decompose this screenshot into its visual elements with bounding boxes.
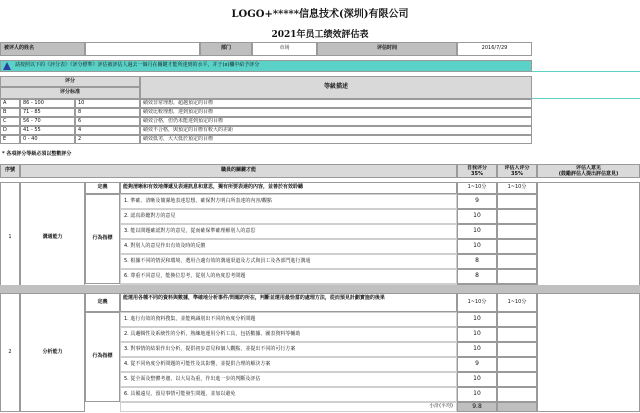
evaluator-score-input[interactable] [497, 209, 537, 224]
section-name: 溝通能力 [20, 182, 85, 294]
ability-header: 職員的關鍵才能 [20, 164, 457, 178]
grade-range: 86 - 100 [20, 99, 75, 108]
indicator-item: 6. 尊重不同意見，能換位思考，從別人的角度思考問題 [120, 269, 457, 284]
grade-range: 0 - 40 [20, 135, 75, 144]
evaluator-score-input[interactable] [497, 372, 537, 387]
dept-value[interactable]: 市场 [252, 42, 317, 56]
self-range: 1~10分 [457, 293, 497, 312]
opinion-header [537, 164, 640, 178]
definition-text: 能運用各種不同的資料與數據，準確地分析事件/問題的所在，判斷並運用最恰當的處理方法，從而預見計劃實施的後果 [120, 293, 457, 312]
section-no: 1 [0, 182, 20, 294]
grade-desc: 績效低劣，大大低於預定的目標 [140, 135, 532, 144]
self-eval-header [457, 164, 497, 178]
evaluator-subtotal [497, 402, 537, 412]
section-no: 2 [0, 293, 20, 412]
name-label: 被评人的姓名 [0, 42, 85, 56]
self-score-input[interactable]: 10 [457, 327, 497, 342]
self-eval-pct: 35% [471, 171, 483, 177]
grade-letter: A [0, 99, 20, 108]
self-score-input[interactable]: 8 [457, 254, 497, 269]
eval-range: 1~10分 [497, 182, 537, 194]
evaluator-score-input[interactable] [497, 269, 537, 284]
self-score-input[interactable]: 10 [457, 387, 497, 402]
indicator-item: 6. 具備遠見，預見事情可能發生問題，並加以避免 [120, 387, 457, 402]
grade-desc: 績效非常理想，超越預定的目標 [140, 99, 532, 108]
form-title: 2021年员工绩效評估表 [271, 30, 369, 40]
self-range: 1~10分 [457, 182, 497, 194]
grade-range: 56 - 70 [20, 117, 75, 126]
self-score-input[interactable]: 10 [457, 209, 497, 224]
evaluator-score-input[interactable] [497, 254, 537, 269]
self-score-input[interactable]: 10 [457, 239, 497, 254]
grade-letter: B [0, 108, 20, 117]
evaluator-score-input[interactable] [497, 357, 537, 372]
evaluator-score-input[interactable] [497, 387, 537, 402]
self-score-input[interactable]: 10 [457, 224, 497, 239]
indicator-item: 3. 對事情的結果作出分析，提供初步意見和個人觀點，並提出不同的可行方案 [120, 342, 457, 357]
grade-letter: C [0, 117, 20, 126]
self-score-input[interactable]: 10 [457, 312, 497, 327]
definition-label: 定義 [85, 293, 120, 312]
indicator-item: 2. 認真聆聽對方的意見 [120, 209, 457, 224]
instruction-bar [0, 60, 532, 72]
grade-range: 71 - 85 [20, 108, 75, 117]
evaluator-score-input[interactable] [497, 312, 537, 327]
self-score-input[interactable]: 9 [457, 357, 497, 372]
indicator-item: 4. 對別人的意見作出有效及時的反饋 [120, 239, 457, 254]
self-score-input[interactable]: 10 [457, 342, 497, 357]
evaluator-score-input[interactable] [497, 224, 537, 239]
opinion-title: 评估人意见 [575, 165, 601, 171]
seq-header: 序號 [0, 164, 20, 178]
grade-desc: 績效不合格，與預定的目標有較大的差距 [140, 126, 532, 135]
grid-line [532, 60, 640, 72]
section-name: 分析能力 [20, 293, 85, 412]
self-score-input[interactable]: 10 [457, 372, 497, 387]
grade-desc: 績效比較理想，達到預定的目標 [140, 108, 532, 117]
score-title: 评分 [0, 76, 140, 87]
self-score-input[interactable]: 8 [457, 269, 497, 284]
definition-text: 能夠清晰和有效地傳遞及表達訊息和意思，獨有所要表達的內容，並善於有效聆聽 [120, 182, 457, 194]
score-note: * 各項評分等級必須以整數評分 [2, 151, 72, 157]
grid-line [532, 87, 640, 99]
opinion-box[interactable] [537, 293, 640, 412]
evaluator-score-input[interactable] [497, 342, 537, 357]
warning-triangle-icon [3, 62, 11, 70]
definition-label: 定義 [85, 182, 120, 194]
grade-score: 6 [75, 117, 140, 126]
evaluator-title: 评估人评分 [504, 165, 530, 171]
indicator-item: 5. 根據不同的情況和環境，選用合適有效的溝通渠道及方式與員工及各部門進行溝通 [120, 254, 457, 269]
indicator-item: 4. 從不同角度分析問題的可能性及其影響，並提供合理的解決方案 [120, 357, 457, 372]
grade-letter: E [0, 135, 20, 144]
dept-label: 部门 [200, 42, 252, 56]
self-score-input[interactable]: 9 [457, 194, 497, 209]
grade-score: 4 [75, 126, 140, 135]
indicator-label: 行為指標 [85, 312, 120, 402]
date-label: 评估时间 [317, 42, 457, 56]
eval-range: 1~10分 [497, 293, 537, 312]
evaluator-header [497, 164, 537, 178]
indicator-label: 行為指標 [85, 194, 120, 284]
subtotal-label [120, 402, 457, 412]
company-title: LOGO+*****信息技术(深圳)有限公司 [231, 9, 409, 20]
evaluator-score-input[interactable] [497, 194, 537, 209]
subtotal-value: 9.8 [457, 402, 497, 412]
evaluator-score-input[interactable] [497, 239, 537, 254]
indicator-item: 1. 準確、清晰及簡潔地表達思想，確保對方明白所表達的內容/觀點 [120, 194, 457, 209]
instruction-text: 請按照以下的《評分表》《評分標準》評估被評估人過去一個月在關鍵才能所達到的水平，并于(x)欄中給予評分 [15, 62, 260, 69]
self-eval-title: 自我评分 [466, 165, 487, 171]
opinion-box[interactable] [537, 182, 640, 294]
evaluator-pct: 35% [511, 171, 523, 177]
grade-desc: 績效合格，但仍未能達到預定的目標 [140, 117, 532, 126]
section-separator [0, 285, 640, 293]
indicator-item: 2. 具邏輯性及系統性的分析，熟練地運用分析工具，包括數據、圖表資料等輔助 [120, 327, 457, 342]
date-value[interactable]: 2016/7/29 [457, 42, 532, 56]
subtotal-label-text: 小計(平均) [429, 403, 453, 410]
score-standard: 评分标准 [0, 87, 140, 99]
indicator-item: 1. 進行有效的資料搜集，並能夠識別出不同的角度分析問題 [120, 312, 457, 327]
indicator-item: 5. 從全面及整體考慮，以大局為重，作出進一步的判斷及評估 [120, 372, 457, 387]
grade-score: 10 [75, 99, 140, 108]
grade-letter: D [0, 126, 20, 135]
grade-range: 41 - 55 [20, 126, 75, 135]
name-field[interactable] [85, 42, 200, 56]
evaluator-score-input[interactable] [497, 327, 537, 342]
opinion-sub: (鼓勵評估人提出評估意見) [558, 171, 619, 177]
indicator-item: 3. 能以問題確認對方的意見，從而確保準確理解別人的意思 [120, 224, 457, 239]
grade-score: 8 [75, 108, 140, 117]
grade-score: 2 [75, 135, 140, 144]
level-header: 等級描述 [140, 76, 532, 99]
